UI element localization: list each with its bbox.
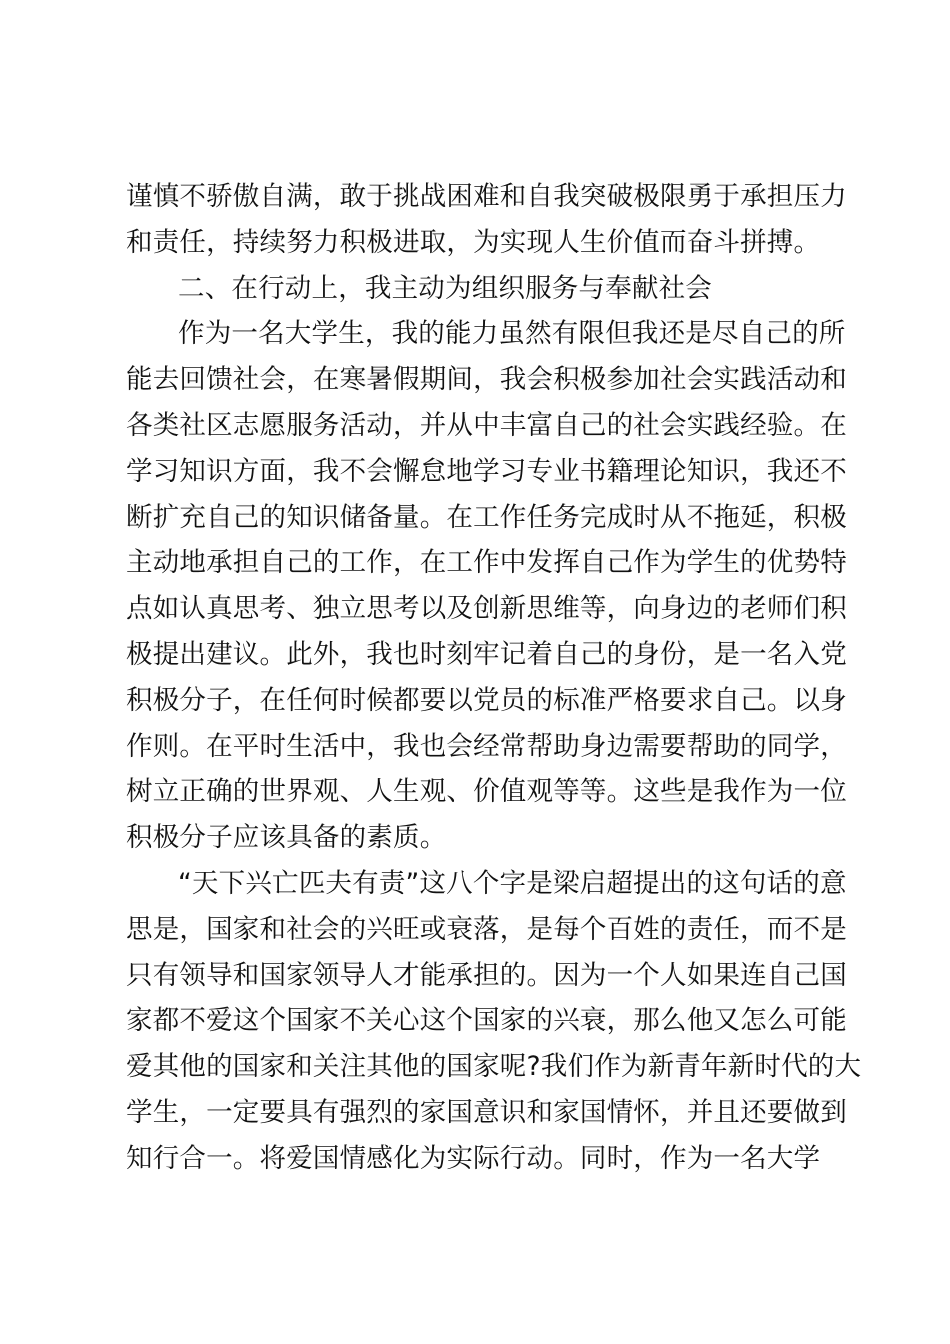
text-line-7: 学习知识方面，我不会懈怠地学习专业书籍理论知识，我还不 [126,455,847,487]
text-line-15: 积极分子应该具备的素质。 [126,822,447,854]
document-body [126,174,862,1182]
text-line-21: 学生，一定要具有强烈的家国意识和家国情怀，并且还要做到 [126,1096,847,1128]
text-line-22: 知行合一。将爱国情感化为实际行动。同时，作为一名大学 [126,1142,821,1174]
text-line-2: 和责任，持续努力积极进取，为实现人生价值而奋斗拼搏。 [126,226,821,258]
text-line-16: “天下兴亡匹夫有责”这八个字是梁启超提出的这句话的意 [178,867,847,899]
text-line-18: 只有领导和国家领导人才能承担的。因为一个人如果连自己国 [126,959,847,991]
text-line-5: 能去回馈社会，在寒暑假期间，我会积极参加社会实践活动和 [126,364,847,396]
text-line-12: 积极分子，在任何时候都要以党员的标准严格要求自己。以身 [126,684,847,716]
text-line-8: 断扩充自己的知识储备量。在工作任务完成时从不拖延，积极 [126,501,847,533]
text-line-14: 树立正确的世界观、人生观、价值观等等。这些是我作为一位 [126,776,847,808]
text-line-4: 作为一名大学生，我的能力虽然有限但我还是尽自己的所 [178,318,846,350]
section-heading: 二、在行动上，我主动为组织服务与奉献社会 [178,272,712,304]
text-line-9: 主动地承担自己的工作，在工作中发挥自己作为学生的优势特 [126,547,847,579]
text-line-19: 家都不爱这个国家不关心这个国家的兴衰，那么他又怎么可能 [126,1005,847,1037]
text-line-1: 谨慎不骄傲自满，敢于挑战困难和自我突破极限勇于承担压力 [126,181,847,212]
text-line-20: 爱其他的国家和关注其他的国家呢?我们作为新青年新时代的大 [126,1051,862,1083]
text-line-6: 各类社区志愿服务活动，并从中丰富自己的社会实践经验。在 [126,409,847,441]
text-line-10: 点如认真思考、独立思考以及创新思维等，向身边的老师们积 [126,593,847,625]
text-line-13: 作则。在平时生活中，我也会经常帮助身边需要帮助的同学， [126,730,847,762]
text-line-11: 极提出建议。此外，我也时刻牢记着自己的身份，是一名入党 [126,638,847,670]
text-line-17: 思是，国家和社会的兴旺或衰落，是每个百姓的责任，而不是 [126,913,847,945]
